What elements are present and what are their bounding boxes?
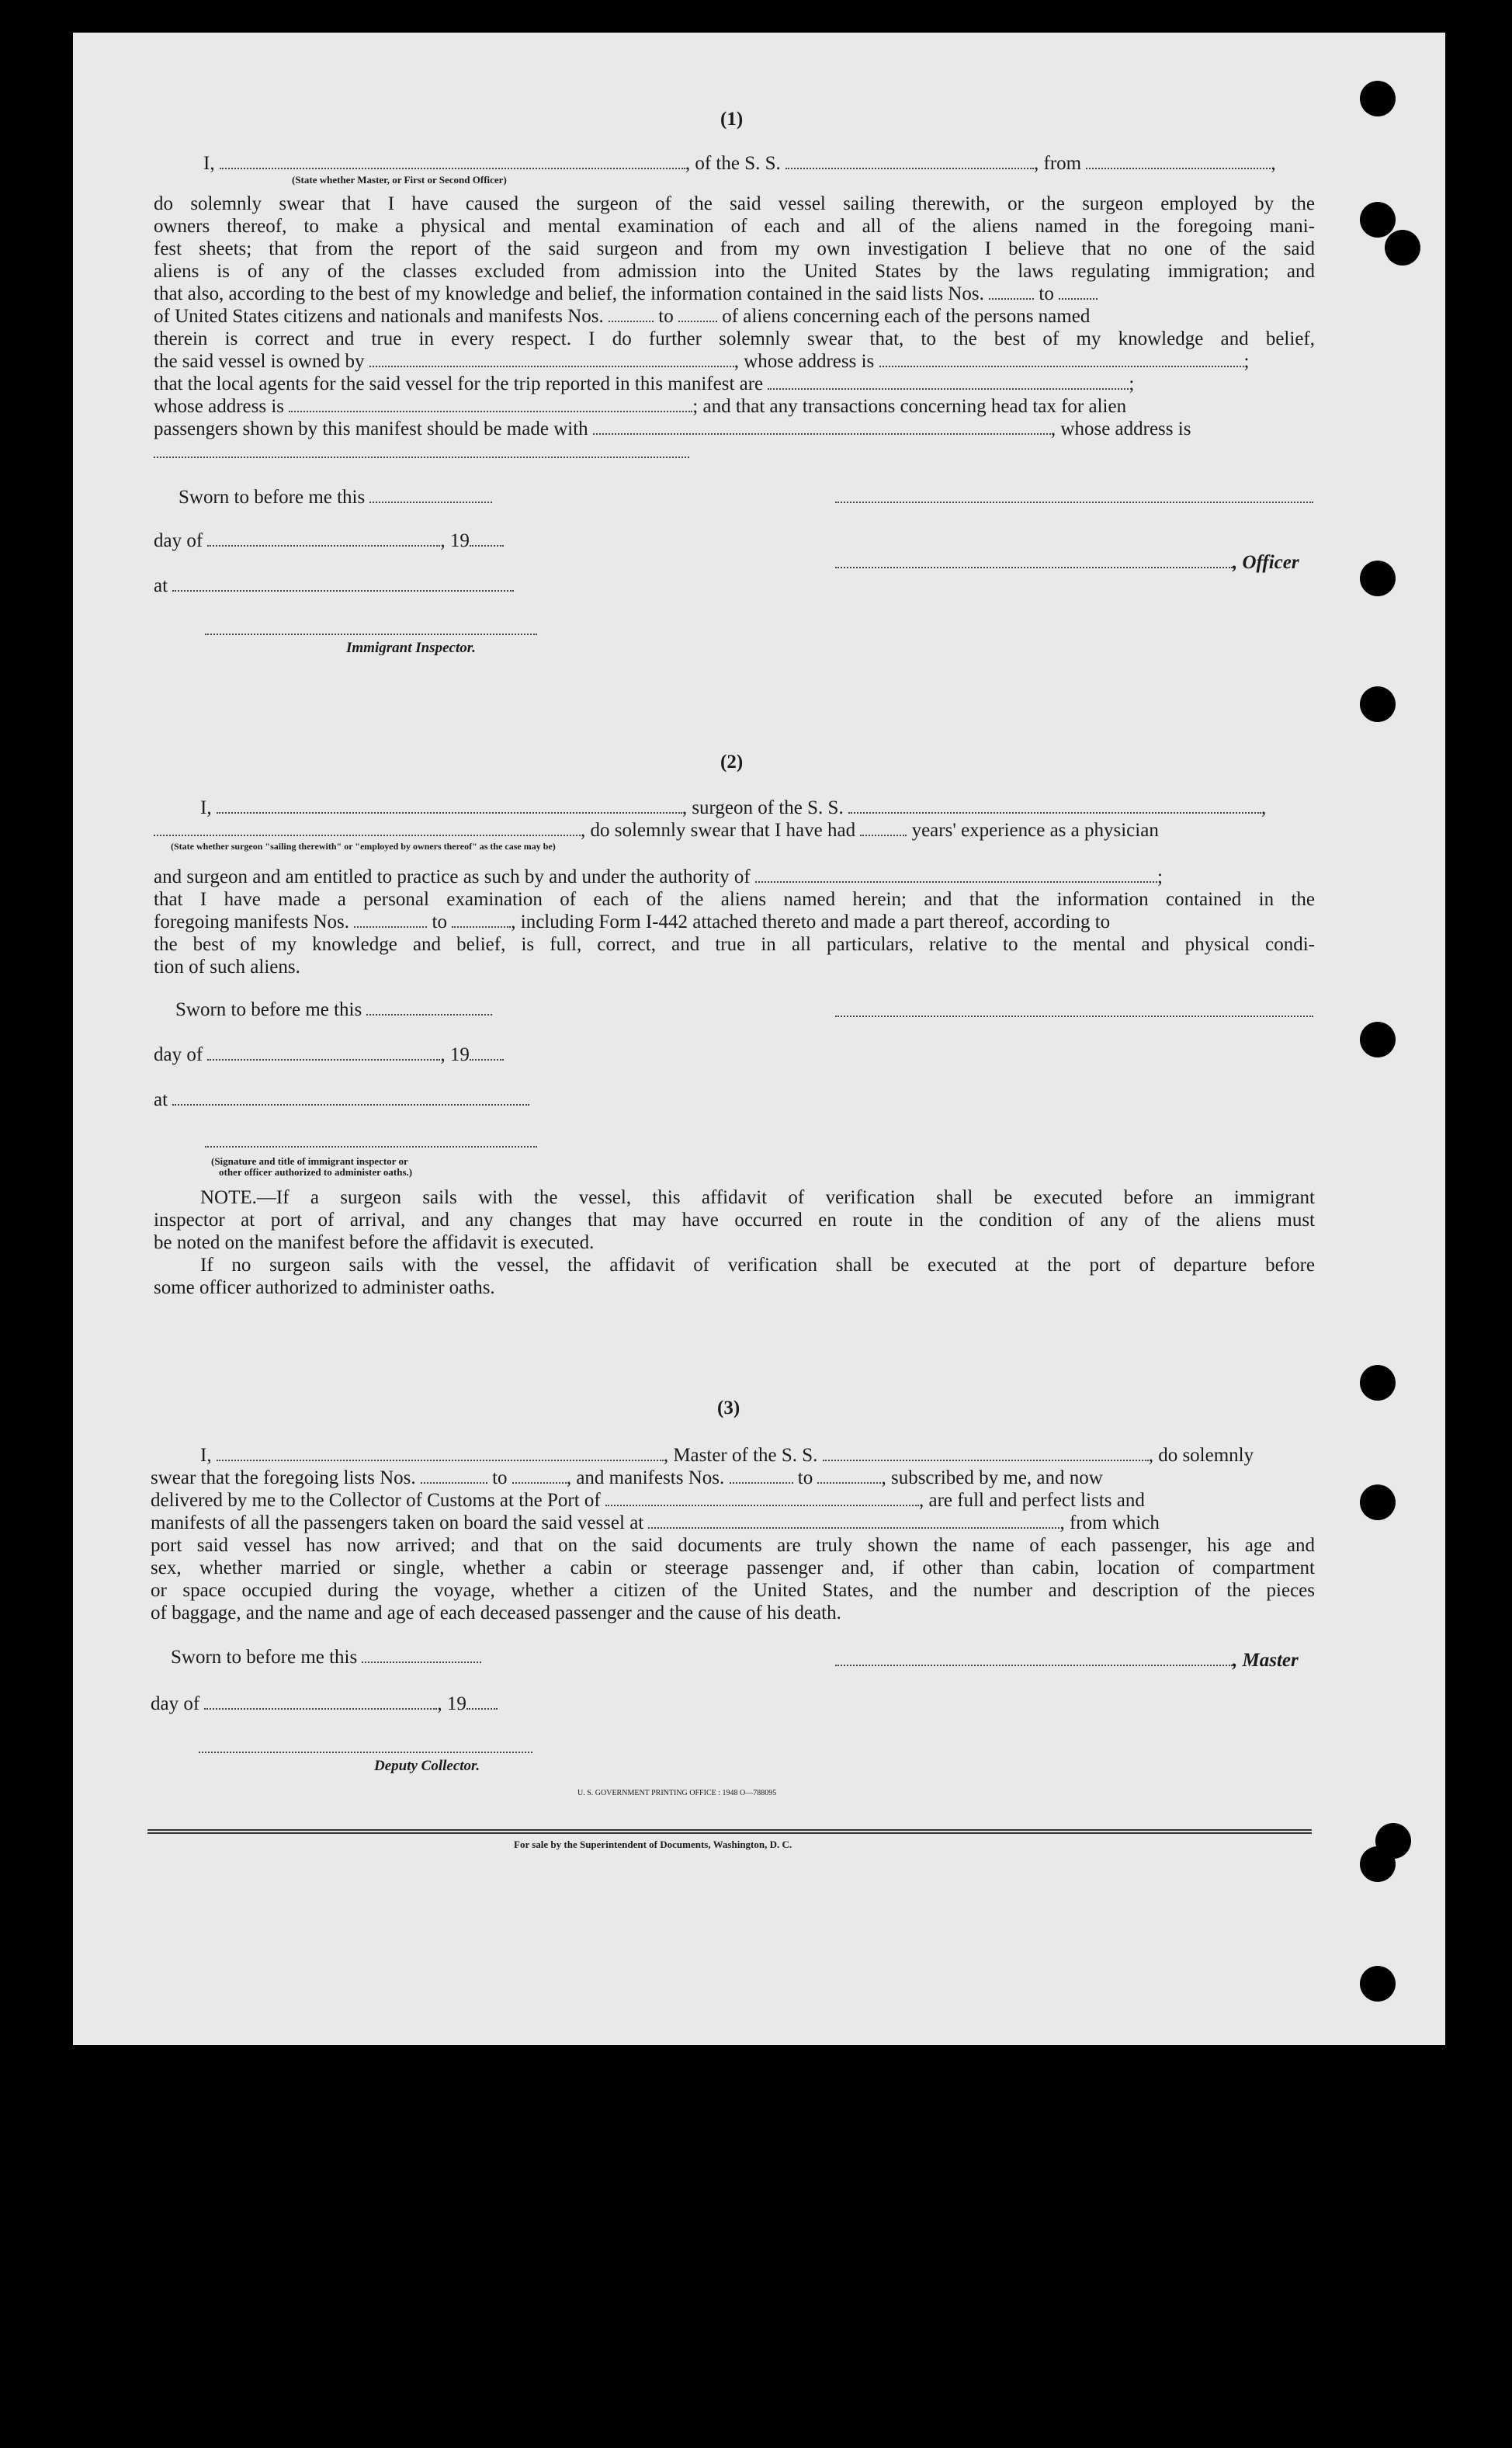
paragraph-line: whose address is ; and that any transactions concerning head tax for alien (154, 396, 1127, 417)
day-line: day of , 19 (154, 530, 504, 553)
paragraph-line: therein is correct and true in every respect. I do further solemnly swear that, to the best of my knowledge and belief, (154, 328, 1315, 349)
footer-rule (147, 1832, 1312, 1834)
paragraph-line: tion of such aliens. (154, 957, 300, 977)
master-line: I, , Master of the S. S. , do solemnly (200, 1445, 1254, 1466)
paragraph-line: swear that the foregoing lists Nos. to , and manifests Nos. to , subscribed by me, and now (151, 1467, 1103, 1488)
punch-hole (1360, 1846, 1396, 1882)
paragraph-line: aliens is of any of the classes excluded from admission into the United States by the laws regulating immigration; and (154, 261, 1315, 282)
surgeon-line: I, , surgeon of the S. S. , (200, 797, 1267, 818)
paragraph-line: that the local agents for the said vessel for the trip reported in this manifest are ; (154, 373, 1135, 394)
punch-hole (1385, 230, 1420, 266)
punch-hole (1360, 561, 1396, 596)
punch-hole (1360, 1966, 1396, 2002)
paragraph-line: that also, according to the best of my knowledge and belief, the information contained in the said lists Nos. to (154, 283, 1315, 305)
punch-hole (1360, 202, 1396, 238)
footer-rule (147, 1829, 1312, 1831)
section-number: (3) (717, 1398, 740, 1418)
note-line: some officer authorized to administer oaths. (154, 1277, 495, 1298)
punch-hole (1360, 1484, 1396, 1520)
paragraph-line: fest sheets; that from the report of the said surgeon and from my own investigation I believe that no one of the said (154, 238, 1315, 259)
note-line: NOTE.—If a surgeon sails with the vessel, this affidavit of verification shall be executed before an immigrant (200, 1187, 1315, 1208)
paragraph-line: the said vessel is owned by , whose address is ; (154, 351, 1250, 372)
field-caption: (State whether Master, or First or Second Officer) (292, 174, 507, 186)
master-signature-line: , Master (835, 1649, 1299, 1672)
punch-hole (1360, 81, 1396, 116)
day-line: day of , 19 (151, 1693, 498, 1716)
punch-hole (1360, 686, 1396, 722)
officer-line: , Officer (835, 551, 1299, 575)
paragraph-line: manifests of all the passengers taken on board the said vessel at , from which (151, 1512, 1160, 1533)
field-caption: (State whether surgeon "sailing therewith" or "employed by owners thereof" as the case may be) (171, 841, 556, 852)
section-number: (2) (720, 752, 744, 773)
paragraph-line: the best of my knowledge and belief, is full, correct, and true in all particulars, relative to the mental and physical condi- (154, 934, 1315, 955)
collector-signature-line (199, 1752, 532, 1753)
day-line: day of , 19 (154, 1043, 504, 1067)
paragraph-line: sex, whether married or single, whether a cabin or steerage passenger and, if other than cabin, location of compartment (151, 1557, 1315, 1578)
sworn-line: Sworn to before me this (179, 486, 492, 509)
printing-office-line: U. S. GOVERNMENT PRINTING OFFICE : 1948 O—788095 (577, 1789, 777, 1797)
paragraph-line: owners thereof, to make a physical and mental examination of each and all of the aliens named in the foregoing mani- (154, 216, 1315, 237)
punch-hole (1360, 1365, 1396, 1401)
paragraph-line: and surgeon and am entitled to practice as such by and under the authority of ; (154, 866, 1163, 887)
paragraph-line: port said vessel has now arrived; and that on the said documents are truly shown the name of each passenger, his age and (151, 1535, 1315, 1556)
paragraph-line: passengers shown by this manifest should be made with , whose address is (154, 418, 1191, 439)
punch-hole (1360, 1022, 1396, 1057)
section-number: (1) (720, 109, 744, 130)
paragraph-line: of baggage, and the name and age of each deceased passenger and the cause of his death. (151, 1602, 841, 1623)
sworn-line: Sworn to before me this (171, 1646, 481, 1669)
inspector-signature-line (205, 634, 537, 635)
paragraph-line: delivered by me to the Collector of Customs at the Port of , are full and perfect lists and (151, 1490, 1145, 1511)
note-line: If no surgeon sails with the vessel, the affidavit of verification shall be executed at the port of departure before (200, 1255, 1315, 1276)
inspector-signature-line (205, 1146, 537, 1148)
signature-line (835, 1016, 1313, 1017)
collector-caption: Deputy Collector. (374, 1758, 480, 1774)
inspector-caption: Immigrant Inspector. (346, 640, 476, 656)
signature-caption: (Signature and title of immigrant inspector or (211, 1155, 408, 1167)
paragraph-line: do solemnly swear that I have caused the surgeon of the said vessel sailing therewith, or the surgeon employed by the (154, 193, 1315, 214)
sworn-line: Sworn to before me this (175, 998, 492, 1022)
paragraph-line: that I have made a personal examination of each of the aliens named herein; and that the information contained in the (154, 889, 1315, 910)
surgeon-line: , do solemnly swear that I have had years' experience as a physician (154, 819, 1159, 842)
sale-notice: For sale by the Superintendent of Documents, Washington, D. C. (514, 1839, 792, 1850)
at-line: at (154, 1089, 529, 1112)
note-line: be noted on the manifest before the affidavit is executed. (154, 1232, 595, 1253)
paragraph-line: foregoing manifests Nos. to , including Form I-442 attached thereto and made a part thereof, according to (154, 911, 1111, 932)
signature-caption: other officer authorized to administer oaths.) (219, 1166, 413, 1178)
paragraph-line: or space occupied during the voyage, whether a citizen of the United States, and the number and description of the pieces (151, 1580, 1315, 1601)
signature-line (835, 502, 1313, 503)
oath-line: I, , of the S. S. , from , (203, 153, 1276, 174)
at-line: at (154, 575, 514, 598)
note-line: inspector at port of arrival, and any changes that may have occurred en route in the condition of any of the aliens must (154, 1210, 1315, 1231)
address-line (154, 457, 689, 458)
paragraph-line: of United States citizens and nationals and manifests Nos. to of aliens concerning each of the persons named (154, 306, 1091, 327)
